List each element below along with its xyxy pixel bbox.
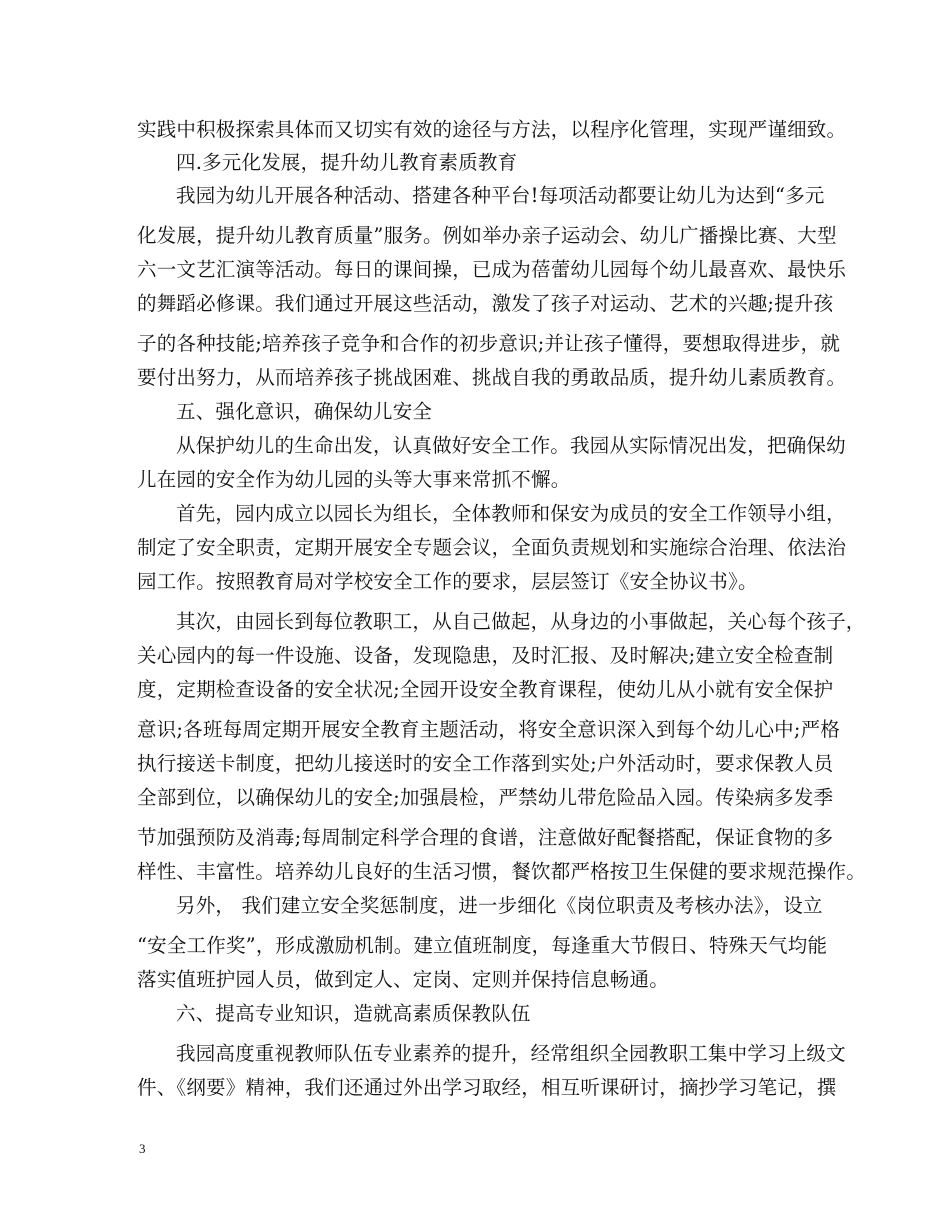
text-line: 我园为幼儿开展各种活动、搭建各种平台!每项活动都要让幼儿为达到“多元 bbox=[176, 184, 825, 207]
text-line: 六一文艺汇演等活动。每日的课间操，已成为蓓蕾幼儿园每个幼儿最喜欢、最快乐 bbox=[137, 258, 847, 281]
text-line: 实践中积极探索具体而又切实有效的途径与方法，以程序化管理，实现严谨细致。 bbox=[137, 118, 847, 141]
text-line: 意识;各班每周定期开展安全教育主题活动，将安全意识深入到每个幼儿心中;严格 bbox=[137, 718, 841, 741]
text-line: 园工作。按照教育局对学校安全工作的要求，层层签订《安全协议书》。 bbox=[137, 570, 758, 593]
text-line: 首先，园内成立以园长为组长，全体教师和保安为成员的安全工作领导小组， bbox=[176, 502, 846, 525]
text-line: 我园高度重视教师队伍专业素养的提升，经常组织全园教职工集中学习上级文 bbox=[176, 1042, 846, 1065]
text-line: 儿在园的安全作为幼儿园的头等大事来常抓不懈。 bbox=[137, 468, 571, 491]
text-line: 的舞蹈必修课。我们通过开展这些活动，激发了孩子对运动、艺术的兴趣;提升孩 bbox=[137, 292, 834, 315]
text-line: 样性、丰富性。培养幼儿良好的生活习惯，餐饮都严格按卫生保健的要求规范操作。 bbox=[137, 860, 866, 883]
text-line: 另外， 我们建立安全奖惩制度，进一步细化《岗位职责及考核办法》，设立 bbox=[176, 894, 823, 917]
text-line: 执行接送卡制度，把幼儿接送时的安全工作落到实处;户外活动时，要求保教人员 bbox=[137, 752, 834, 775]
text-line: 子的各种技能;培养孩子竞争和合作的初步意识;并让孩子懂得，要想取得进步，就 bbox=[137, 332, 841, 355]
text-line: 要付出努力，从而培养孩子挑战困难、挑战自我的勇敢品质，提升幼儿素质教育。 bbox=[137, 366, 847, 389]
text-line: 其次，由园长到每位教职工，从自己做起，从身边的小事做起，关心每个孩子， bbox=[176, 610, 866, 633]
text-line: 件、《纲要》精神，我们还通过外出学习取经，相互听课研讨，摘抄学习笔记，撰 bbox=[137, 1076, 837, 1099]
page-number: 3 bbox=[139, 1141, 146, 1156]
text-line: 落实值班护园人员，做到定人、定岗、定则并保持信息畅通。 bbox=[137, 968, 669, 991]
text-line: 从保护幼儿的生命出发，认真做好安全工作。我园从实际情况出发，把确保幼 bbox=[176, 434, 846, 457]
text-line: “安全工作奖”，形成激励机制。建立值班制度，每逢重大节假日、特殊天气均能 bbox=[137, 934, 828, 957]
text-line: 全部到位，以确保幼儿的安全;加强晨检，严禁幼儿带危险品入园。传染病多发季 bbox=[137, 786, 834, 809]
text-line: 制定了安全职责，定期开展安全专题会议，全面负责规划和实施综合治理、依法治 bbox=[137, 536, 847, 559]
section-heading-5: 五、强化意识，确保幼儿安全 bbox=[176, 400, 433, 423]
text-line: 化发展，提升幼儿教育质量”服务。例如举办亲子运动会、幼儿广播操比赛、大型 bbox=[137, 224, 837, 247]
section-heading-6: 六、提高专业知识，造就高素质保教队伍 bbox=[176, 1002, 531, 1025]
section-heading-4: 四.多元化发展，提升幼儿教育素质教育 bbox=[176, 151, 518, 174]
text-line: 度，定期检查设备的安全状况;全园开设安全教育课程，使幼儿从小就有安全保护 bbox=[137, 678, 834, 701]
text-line: 关心园内的每一件设施、设备，发现隐患，及时汇报、及时解决;建立安全检查制 bbox=[137, 644, 834, 667]
text-line: 节加强预防及消毒;每周制定科学合理的食谱，注意做好配餐搭配，保证食物的多 bbox=[137, 826, 834, 849]
